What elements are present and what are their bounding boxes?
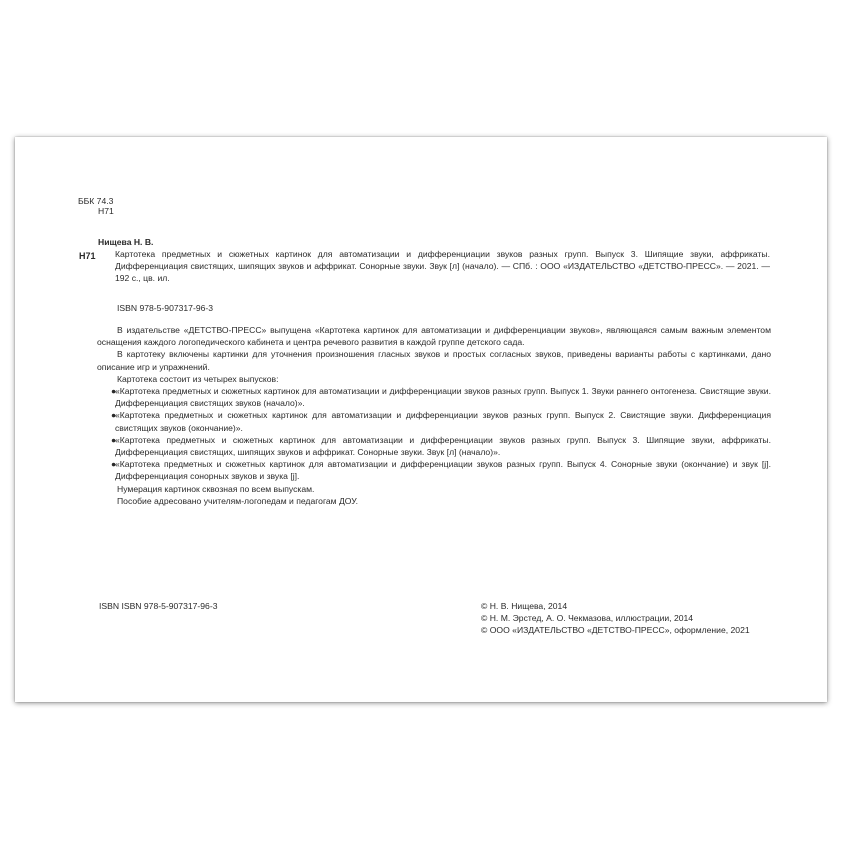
bullet-icon: ● [111,410,117,421]
index-code: Н71 [98,206,114,216]
bibliographic-description: Картотека предметных и сюжетных картинок для автоматизации и дифференциации звуков разных групп. Выпуск 3. Шипящие звуки, аффрикаты. Дифференциация свистящих, шипящих звуков и аффрикат. Сонорные звуки. Звук [л] (начало). — СПб. : ООО «ИЗДАТЕЛЬСТВО «ДЕТСТВО-ПРЕСС». — 2021. — 192 с., цв. ил. [115,249,770,284]
copyright-block [481,600,750,637]
list-item [97,409,771,433]
book-page [15,137,827,702]
author-name: Нищева Н. В. [98,237,154,247]
audience-note: Пособие адресовано учителям-логопедам и педагогам ДОУ. [117,495,358,506]
annotation-paragraph: В издательстве «ДЕТСТВО-ПРЕСС» выпущена «Картотека картинок для автоматизации и дифференциации звуков», являющаяся самым важным элементом оснащения каждого логопедического кабинета и центра речевого развития в каждой группе детского сада. [97,325,771,348]
issue-text: «Картотека предметных и сюжетных картинок для автоматизации и дифференциации звуков разных групп. Выпуск 3. Шипящие звуки, аффрикаты. Дифференциация свистящих, шипящих звуков и аффрикат. Сонорные звуки. Звук [л] (начало)». [115,434,771,458]
issues-list [97,385,771,483]
issue-text: «Картотека предметных и сюжетных картинок для автоматизации и дифференциации звуков разных групп. Выпуск 4. Сонорные звуки (окончание) и звук [j]. Дифференциация сонорных звуков и звука [j]. [115,459,771,482]
bullet-icon: ● [111,459,117,470]
bbk-code: ББК 74.3 [78,196,114,206]
annotation [97,324,771,507]
copyright-line: © Н. В. Нищева, 2014 [481,601,568,611]
index-code-margin: Н71 [79,251,96,261]
isbn-bottom: ISBN ISBN 978-5-907317-96-3 [99,601,218,611]
numbering-note: Нумерация картинок сквозная по всем выпускам. [117,483,315,494]
list-item [97,385,771,409]
issue-text: «Картотека предметных и сюжетных картинок для автоматизации и дифференциации звуков разных групп. Выпуск 1. Звуки раннего онтогенеза. Свистящие звуки. Дифференциация свистящих звуков (начало)». [115,386,771,409]
copyright-line: © ООО «ИЗДАТЕЛЬСТВО «ДЕТСТВО-ПРЕСС», оформление, 2021 [481,625,750,636]
annotation-paragraph: В картотеку включены картинки для уточнения произношения гласных звуков и простых согласных звуков, приведены варианты работы с картинками, дано описание игр и упражнений. [97,349,771,372]
isbn-top: ISBN 978-5-907317-96-3 [117,303,214,313]
bullet-icon: ● [111,434,117,445]
imprint-page-content [15,137,827,702]
list-item [97,458,771,482]
issue-text: «Картотека предметных и сюжетных картинок для автоматизации и дифференциации звуков разных групп. Выпуск 2. Свистящие звуки. Дифференциация свистящих звуков (окончание)». [115,410,771,433]
copyright-line: © Н. М. Эрстед, А. О. Чекмазова, иллюстрации, 2014 [481,613,694,624]
bullet-icon: ● [111,386,117,397]
annotation-paragraph: Картотека состоит из четырех выпусков: [117,373,279,384]
list-item [97,434,771,458]
